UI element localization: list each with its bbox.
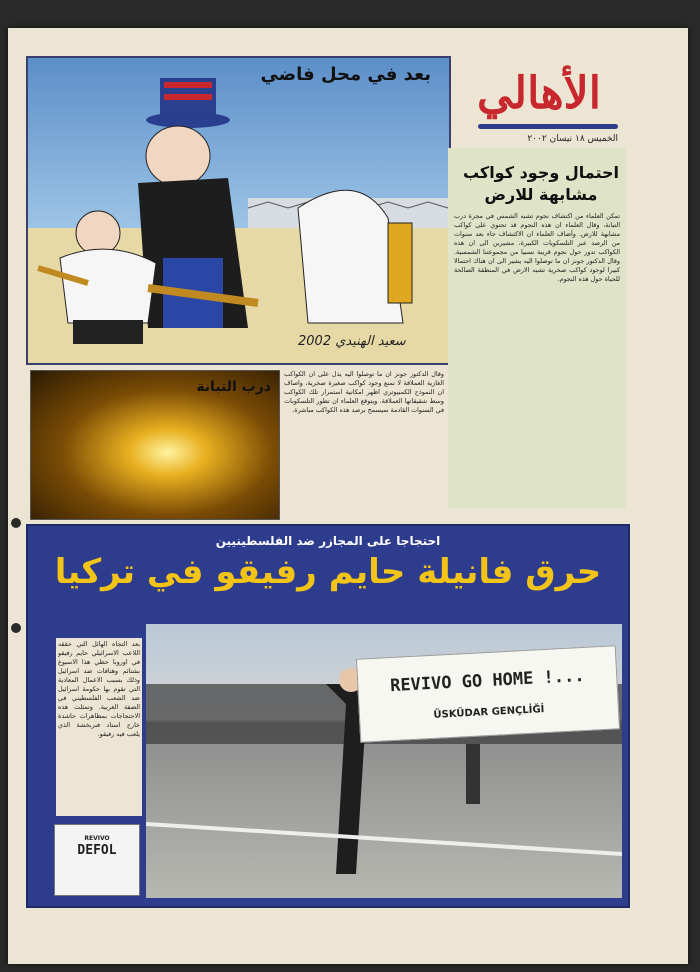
shirt-text-name: REVIVO (84, 835, 110, 842)
protest-sign-group: ÜSKÜDAR GENÇLİĞİ (433, 704, 545, 721)
burned-shirt-photo (54, 824, 140, 896)
milky-way-image (30, 370, 280, 520)
lead-kicker: احتجاجا على المجازر ضد الفلسطينيين (215, 534, 441, 548)
binding-hole-top (11, 518, 21, 528)
cartoon-caption: بعد في محل فاضي (260, 64, 431, 85)
protest-sign (356, 645, 620, 742)
lead-side-text: بعد التجاه الهائل التي حققه اللاعب الاسرائيلي حايم رفيقو في اوروبا حظي هذا الاسبوع بشتائم وهتافات ضد اسرائيل وذلك بسبب الاعمال المعادية التي تقوم بها حكومة اسرائيل ضد الشعب الفلسطيني في الضفة الغربية. وتمثلت هذه الاحتجاجات بمظاهرات حاشدة خارج استاد فنربخشة الذي يلعب فيه رفيقو. (58, 640, 140, 738)
issue-date: الخميس ١٨ نيسان ٢٠٠٢ (527, 134, 618, 144)
protest-photo (146, 624, 622, 898)
newspaper-page (8, 28, 688, 964)
logo-underline (478, 124, 618, 129)
protest-sign-slogan: REVIVO GO HOME !... (389, 665, 585, 697)
milky-way-caption: درب التبانة (196, 379, 271, 395)
lead-story (26, 524, 630, 908)
lead-side-text-box (56, 638, 142, 816)
science-article-body: تمكن العلماء من اكتشاف نجوم تشبه الشمس في مجرة درب التبانة، وقال العلماء ان هذه النجوم قد تحتوي على كواكب مشابهة للارض. وأضاف العلماء ان الاكتشاف جاء بعد سنوات من الرصد عبر التلسكوبات الكبيرة، مشيرين الى ان هذه الكواكب تدور حول نجوم قريبة نسبيا من مجموعتنا الشمسية. وقال الدكتور جونز ان ما توصلوا اليه يشير الى ان هناك احتمالا كبيرا لوجود كواكب صخرية تشبه الارض في المنطقة الصالحة للحياة حول هذه النجوم. (454, 212, 620, 283)
cartoon-drawing (28, 58, 449, 363)
science-article-continued: وقال الدكتور جونز ان ما توصلوا اليه يدل على ان الكواكب الغازية العملاقة لا تمنع وجود كواكب صغيرة صخرية، واصاف ان النموذج الكمبيوتري اظهر امكانية استمرار تلك الكواكب وسط شقيقاتها العملاقة. ويتوقع العلماء ان تطور التلسكوبات في السنوات القادمة سيسمح برصد هذه الكواكب مباشرة. (284, 370, 444, 414)
cartoonist-signature: سعيد الهنيدي 2002 (298, 334, 406, 349)
lead-headline: حرق فانيلة حايم رفيقو في تركيا (54, 552, 602, 592)
editorial-cartoon (26, 56, 451, 365)
newspaper-logo: الأهالي (476, 68, 601, 119)
science-headline: احتمال وجود كواكب مشابهة للارض (462, 163, 620, 204)
shirt-text-slogan: DEFOL (77, 843, 117, 858)
binding-hole-bottom (11, 623, 21, 633)
